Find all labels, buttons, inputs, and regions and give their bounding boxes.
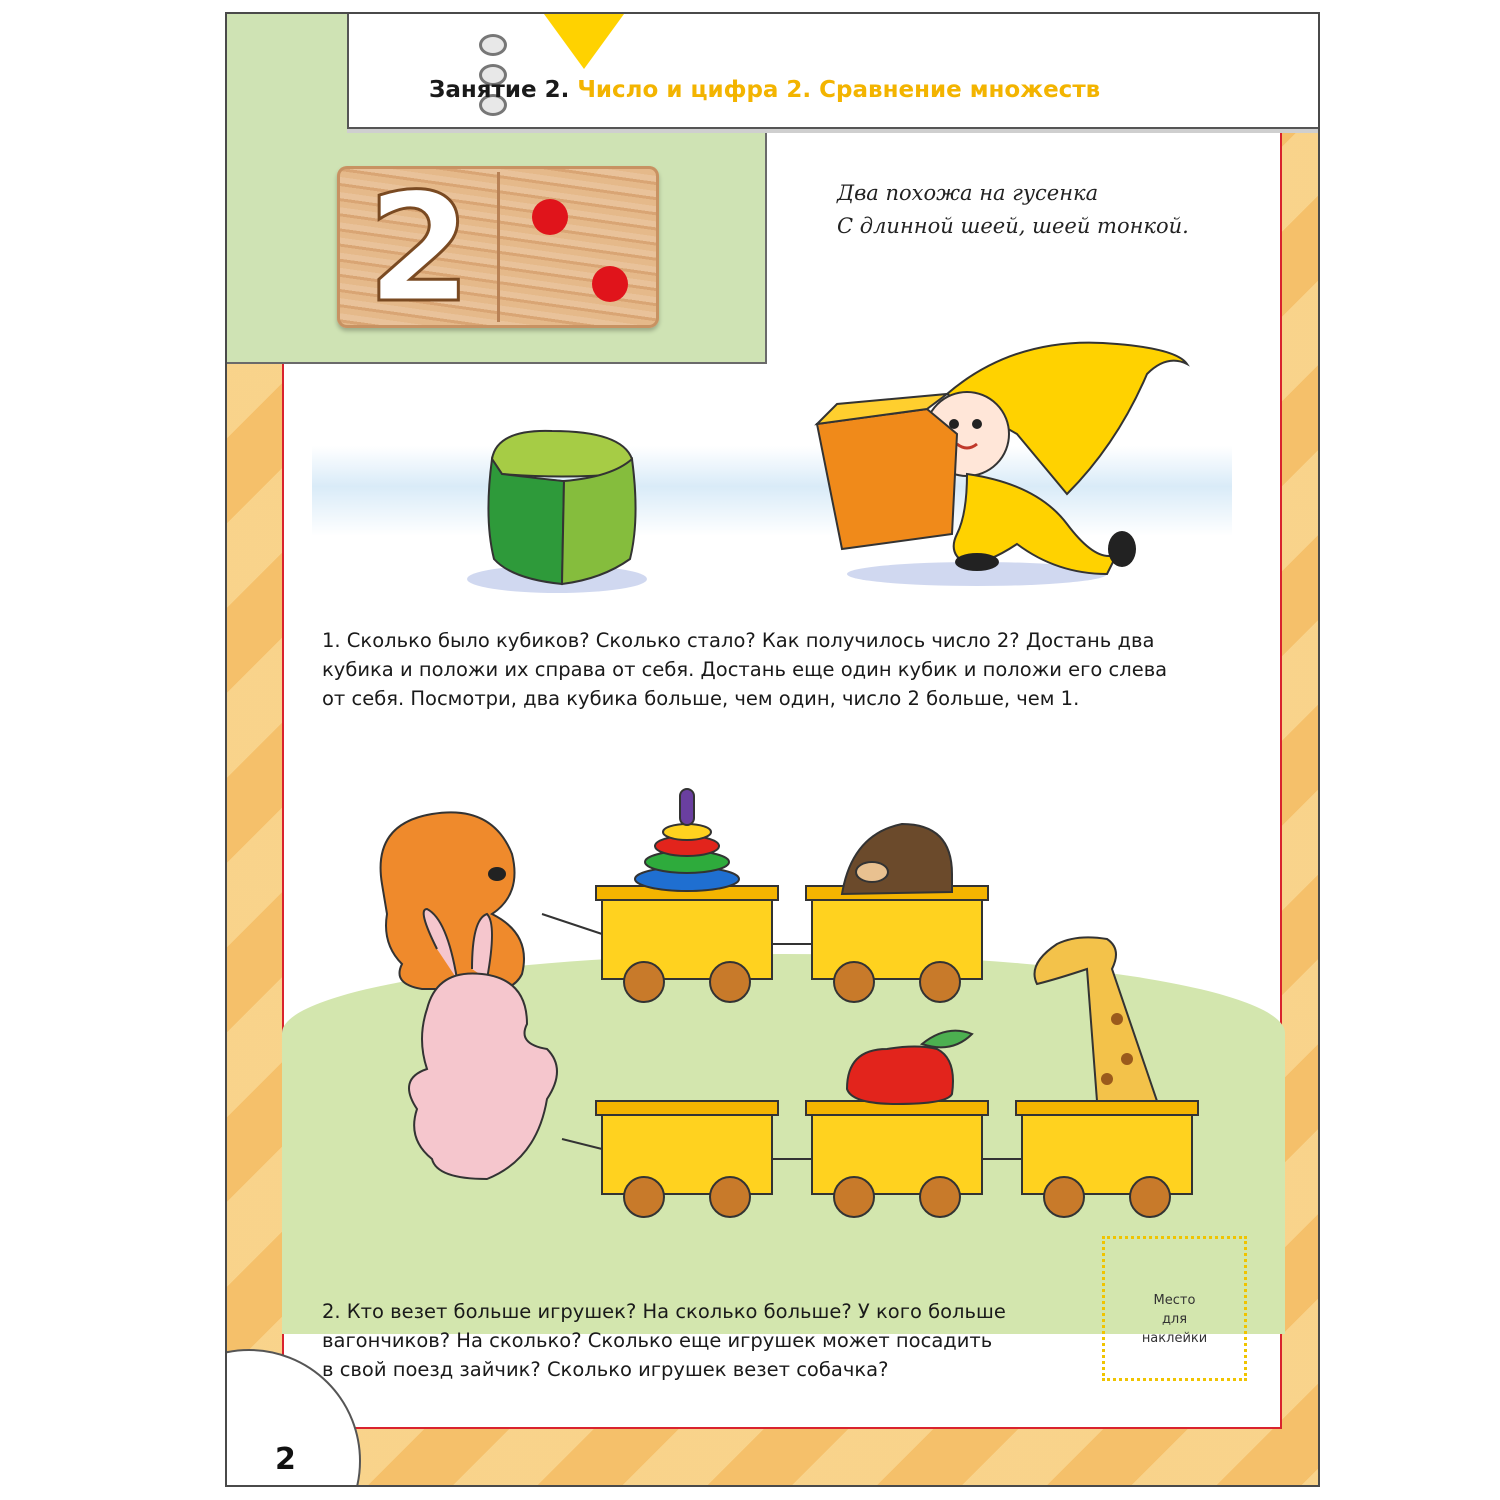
lesson-header	[347, 14, 1320, 129]
sticker-label-line: для	[1161, 1312, 1188, 1327]
task-1-text	[322, 626, 1167, 713]
domino-divider	[497, 172, 500, 322]
sticker-placeholder	[1102, 1236, 1247, 1381]
task-line: кубика и положи их справа от себя. Достань еще один кубик и положи его слева	[322, 658, 1168, 681]
lesson-label: Занятие 2.	[429, 77, 570, 103]
gnome-carrying-cube-illustration	[817, 324, 1207, 594]
domino-digit: 2	[367, 162, 472, 336]
task-line: 2. Кто везет больше игрушек? На сколько больше? У кого больше	[322, 1300, 1006, 1323]
task-line: вагончиков? На сколько? Сколько еще игрушек может посадить	[322, 1329, 993, 1352]
domino-dot	[532, 199, 568, 235]
yellow-triangle-decoration	[544, 14, 624, 69]
task-line: 1. Сколько было кубиков? Сколько стало? Как получилось число 2? Достань два	[322, 629, 1155, 652]
page-number: 2	[275, 1442, 296, 1477]
domino-tile	[337, 162, 659, 336]
task-line: от себя. Посмотри, два кубика больше, чем один, число 2 больше, чем 1.	[322, 687, 1080, 710]
task-line: в свой поезд зайчик? Сколько игрушек везет собачка?	[322, 1358, 889, 1381]
green-cube-illustration	[472, 419, 652, 599]
lesson-title	[429, 77, 1100, 103]
task-2-text	[322, 1297, 1006, 1384]
sticker-label-line: Место	[1153, 1293, 1196, 1308]
bunny-train-illustration	[377, 909, 1197, 1229]
binder-ring-icon	[479, 34, 507, 56]
book-page	[225, 12, 1320, 1487]
poem-line: Два похожа на гусенка	[837, 181, 1099, 205]
lesson-topic: Число и цифра 2. Сравнение множеств	[577, 77, 1101, 103]
poem-line: С длинной шеей, шеей тонкой.	[837, 214, 1189, 238]
domino-dot	[592, 266, 628, 302]
sticker-label-line: наклейки	[1141, 1331, 1208, 1346]
poem	[837, 177, 1189, 243]
